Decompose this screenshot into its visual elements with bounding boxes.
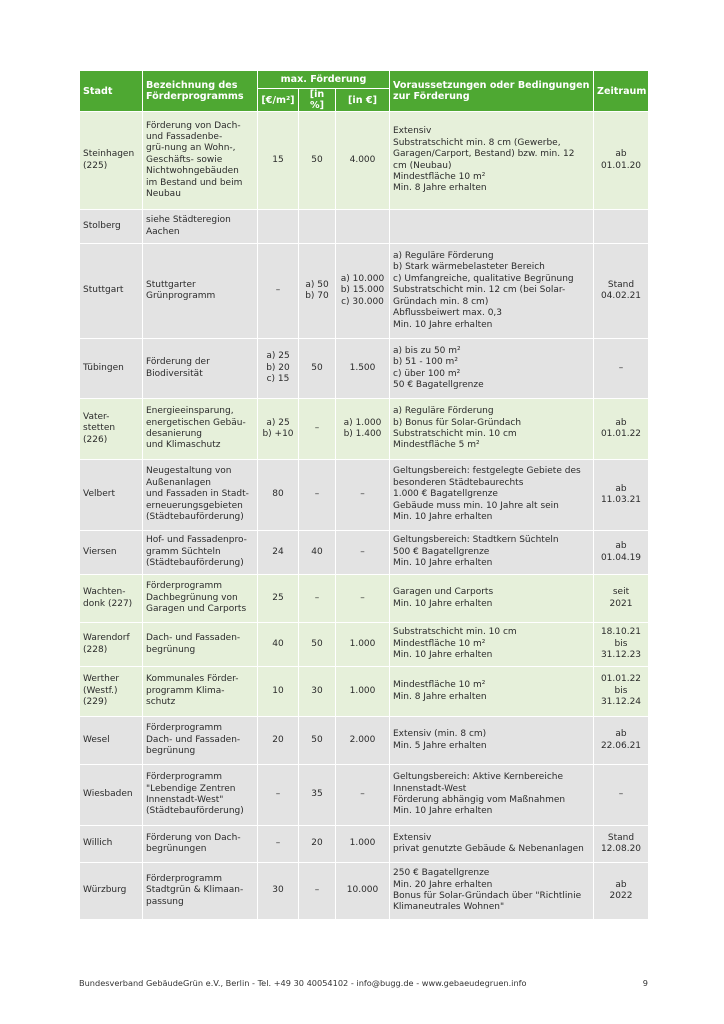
header-eur-m2: [€/m²]	[258, 89, 299, 112]
cell-bedingungen: a) Reguläre Förderung b) Stark wärmebelasteter Bereich c) Umfangreiche, qualitative Begrünung Substratschicht min. 12 cm (bei Solar- Gründach min. 8 cm) Abflussbeiwert max. 0,3 Min. 10 Jahre erhalten	[390, 244, 594, 339]
table-row	[80, 339, 649, 399]
cell-stadt: Tübingen	[80, 339, 143, 399]
cell-zeitraum: Stand 12.08.20	[594, 826, 649, 863]
cell-pct: 20	[299, 826, 336, 863]
cell-pct: a) 50 b) 70	[299, 244, 336, 339]
cell-zeitraum: ab 01.01.22	[594, 399, 649, 460]
header-zeitraum: Zeitraum	[594, 71, 649, 112]
cell-zeitraum: –	[594, 765, 649, 826]
cell-bedingungen: Mindestfläche 10 m² Min. 8 Jahre erhalten	[390, 667, 594, 717]
cell-bedingungen: a) Reguläre Förderung b) Bonus für Solar-Gründach Substratschicht min. 10 cm Mindestfläche 5 m²	[390, 399, 594, 460]
cell-programm: Energieeinsparung, energetischen Gebäu- desanierung und Klimaschutz	[143, 399, 258, 460]
cell-zeitraum: –	[594, 339, 649, 399]
table-row	[80, 863, 649, 920]
cell-stadt: Velbert	[80, 460, 143, 531]
cell-stadt: Warendorf (228)	[80, 623, 143, 667]
cell-programm: Förderung der Biodiversität	[143, 339, 258, 399]
cell-eur-m2: 25	[258, 575, 299, 623]
cell-programm: Förderprogramm "Lebendige Zentren Innenstadt-West" (Städtebauförderung)	[143, 765, 258, 826]
cell-eur: –	[336, 460, 390, 531]
table-row	[80, 112, 649, 210]
cell-programm: Kommunales Förder- programm Klima- schutz	[143, 667, 258, 717]
cell-pct: 50	[299, 339, 336, 399]
cell-stadt: Wiesbaden	[80, 765, 143, 826]
cell-bedingungen: Extensiv (min. 8 cm) Min. 5 Jahre erhalten	[390, 717, 594, 765]
cell-programm: Förderung von Dach- und Fassadenbe- grü-nung an Wohn-, Geschäfts- sowie Nichtwohngebäuden im Bestand und beim Neubau	[143, 112, 258, 210]
header-stadt: Stadt	[80, 71, 143, 112]
cell-stadt: Stolberg	[80, 210, 143, 244]
cell-pct: 40	[299, 531, 336, 575]
cell-eur-m2: 80	[258, 460, 299, 531]
cell-programm: Förderprogramm Dachbegrünung von Garagen und Carports	[143, 575, 258, 623]
cell-stadt: Willich	[80, 826, 143, 863]
page-footer	[79, 978, 648, 988]
cell-programm: Förderprogramm Dach- und Fassaden- begrünung	[143, 717, 258, 765]
cell-zeitraum: ab 01.04.19	[594, 531, 649, 575]
cell-stadt: Würzburg	[80, 863, 143, 920]
cell-eur-m2: –	[258, 826, 299, 863]
cell-programm: Stuttgarter Grünprogramm	[143, 244, 258, 339]
cell-pct: 50	[299, 717, 336, 765]
table-row	[80, 399, 649, 460]
cell-stadt: Werther (Westf.) (229)	[80, 667, 143, 717]
cell-eur: 1.500	[336, 339, 390, 399]
cell-stadt: Stuttgart	[80, 244, 143, 339]
cell-bedingungen	[390, 210, 594, 244]
table-row	[80, 826, 649, 863]
header-eur: [in €]	[336, 89, 390, 112]
header-max-foerderung: max. Förderung	[258, 71, 390, 89]
cell-bedingungen: Substratschicht min. 10 cm Mindestfläche 10 m² Min. 10 Jahre erhalten	[390, 623, 594, 667]
cell-zeitraum: 18.10.21 bis 31.12.23	[594, 623, 649, 667]
cell-eur	[336, 210, 390, 244]
cell-zeitraum	[594, 210, 649, 244]
cell-eur: 4.000	[336, 112, 390, 210]
cell-eur: a) 1.000 b) 1.400	[336, 399, 390, 460]
cell-pct: –	[299, 460, 336, 531]
cell-pct: 30	[299, 667, 336, 717]
table-row	[80, 210, 649, 244]
cell-programm: Dach- und Fassaden- begrünung	[143, 623, 258, 667]
cell-zeitraum: ab 22.06.21	[594, 717, 649, 765]
cell-eur-m2	[258, 210, 299, 244]
cell-eur-m2: 15	[258, 112, 299, 210]
cell-bedingungen: Geltungsbereich: Stadtkern Süchteln 500 € Bagatellgrenze Min. 10 Jahre erhalten	[390, 531, 594, 575]
cell-pct: 35	[299, 765, 336, 826]
cell-bedingungen: Extensiv Substratschicht min. 8 cm (Gewerbe, Garagen/Carport, Bestand) bzw. min. 12 cm (Neubau) Mindestfläche 10 m² Min. 8 Jahre erhalten	[390, 112, 594, 210]
cell-eur: a) 10.000 b) 15.000 c) 30.000	[336, 244, 390, 339]
cell-eur-m2: 24	[258, 531, 299, 575]
table-row	[80, 667, 649, 717]
cell-zeitraum: 01.01.22 bis 31.12.24	[594, 667, 649, 717]
cell-programm: siehe Städteregion Aachen	[143, 210, 258, 244]
table-row	[80, 623, 649, 667]
cell-stadt: Vater- stetten (226)	[80, 399, 143, 460]
table-row	[80, 765, 649, 826]
cell-pct: 50	[299, 112, 336, 210]
cell-programm: Förderprogramm Stadtgrün & Klimaan- passung	[143, 863, 258, 920]
cell-programm: Förderung von Dach- begrünungen	[143, 826, 258, 863]
cell-eur: –	[336, 765, 390, 826]
header-pct: [in %]	[299, 89, 336, 112]
cell-eur: 1.000	[336, 826, 390, 863]
cell-stadt: Steinhagen (225)	[80, 112, 143, 210]
cell-bedingungen: Geltungsbereich: Aktive Kernbereiche Innenstadt-West Förderung abhängig vom Maßnahmen Min. 10 Jahre erhalten	[390, 765, 594, 826]
cell-eur-m2: a) 25 b) +10	[258, 399, 299, 460]
funding-table	[79, 70, 649, 920]
cell-eur: 2.000	[336, 717, 390, 765]
cell-bedingungen: a) bis zu 50 m² b) 51 - 100 m² c) über 100 m² 50 € Bagatellgrenze	[390, 339, 594, 399]
table-row	[80, 531, 649, 575]
cell-eur: 1.000	[336, 667, 390, 717]
table-row	[80, 244, 649, 339]
cell-bedingungen: Garagen und Carports Min. 10 Jahre erhalten	[390, 575, 594, 623]
cell-bedingungen: Geltungsbereich: festgelegte Gebiete des besonderen Städtebaurechts 1.000 € Bagatellgrenze Gebäude muss min. 10 Jahre alt sein Min. 10 Jahre erhalten	[390, 460, 594, 531]
table-row	[80, 717, 649, 765]
table-row	[80, 575, 649, 623]
cell-stadt: Wesel	[80, 717, 143, 765]
cell-pct: –	[299, 399, 336, 460]
cell-eur: –	[336, 531, 390, 575]
cell-stadt: Viersen	[80, 531, 143, 575]
cell-zeitraum: ab 01.01.20	[594, 112, 649, 210]
cell-eur: 10.000	[336, 863, 390, 920]
cell-pct: 50	[299, 623, 336, 667]
cell-zeitraum: ab 2022	[594, 863, 649, 920]
header-programm: Bezeichnung des Förderprogramms	[143, 71, 258, 112]
cell-eur-m2: 10	[258, 667, 299, 717]
cell-pct: –	[299, 863, 336, 920]
cell-bedingungen: 250 € Bagatellgrenze Min. 20 Jahre erhalten Bonus für Solar-Gründach über "Richtlinie Klimaneutrales Wohnen"	[390, 863, 594, 920]
cell-zeitraum: ab 11.03.21	[594, 460, 649, 531]
cell-programm: Neugestaltung von Außenanlagen und Fassaden in Stadt- erneuerungsgebieten (Städtebauförderung)	[143, 460, 258, 531]
cell-pct: –	[299, 575, 336, 623]
cell-zeitraum: Stand 04.02.21	[594, 244, 649, 339]
cell-eur-m2: 20	[258, 717, 299, 765]
footer-contact: Bundesverband GebäudeGrün e.V., Berlin - Tel. +49 30 40054102 - info@bugg.de - www.gebaeudegruen.info	[79, 978, 527, 988]
cell-eur-m2: a) 25 b) 20 c) 15	[258, 339, 299, 399]
cell-eur-m2: –	[258, 765, 299, 826]
cell-bedingungen: Extensiv privat genutzte Gebäude & Nebenanlagen	[390, 826, 594, 863]
cell-stadt: Wachten- donk (227)	[80, 575, 143, 623]
table-row	[80, 460, 649, 531]
cell-zeitraum: seit 2021	[594, 575, 649, 623]
cell-eur-m2: –	[258, 244, 299, 339]
page-number: 9	[642, 978, 648, 988]
cell-pct	[299, 210, 336, 244]
cell-eur: 1.000	[336, 623, 390, 667]
cell-eur: –	[336, 575, 390, 623]
cell-programm: Hof- und Fassadenpro- gramm Süchteln (Städtebauförderung)	[143, 531, 258, 575]
cell-eur-m2: 30	[258, 863, 299, 920]
cell-eur-m2: 40	[258, 623, 299, 667]
header-bedingungen: Voraussetzungen oder Bedingungen zur Förderung	[390, 71, 594, 112]
